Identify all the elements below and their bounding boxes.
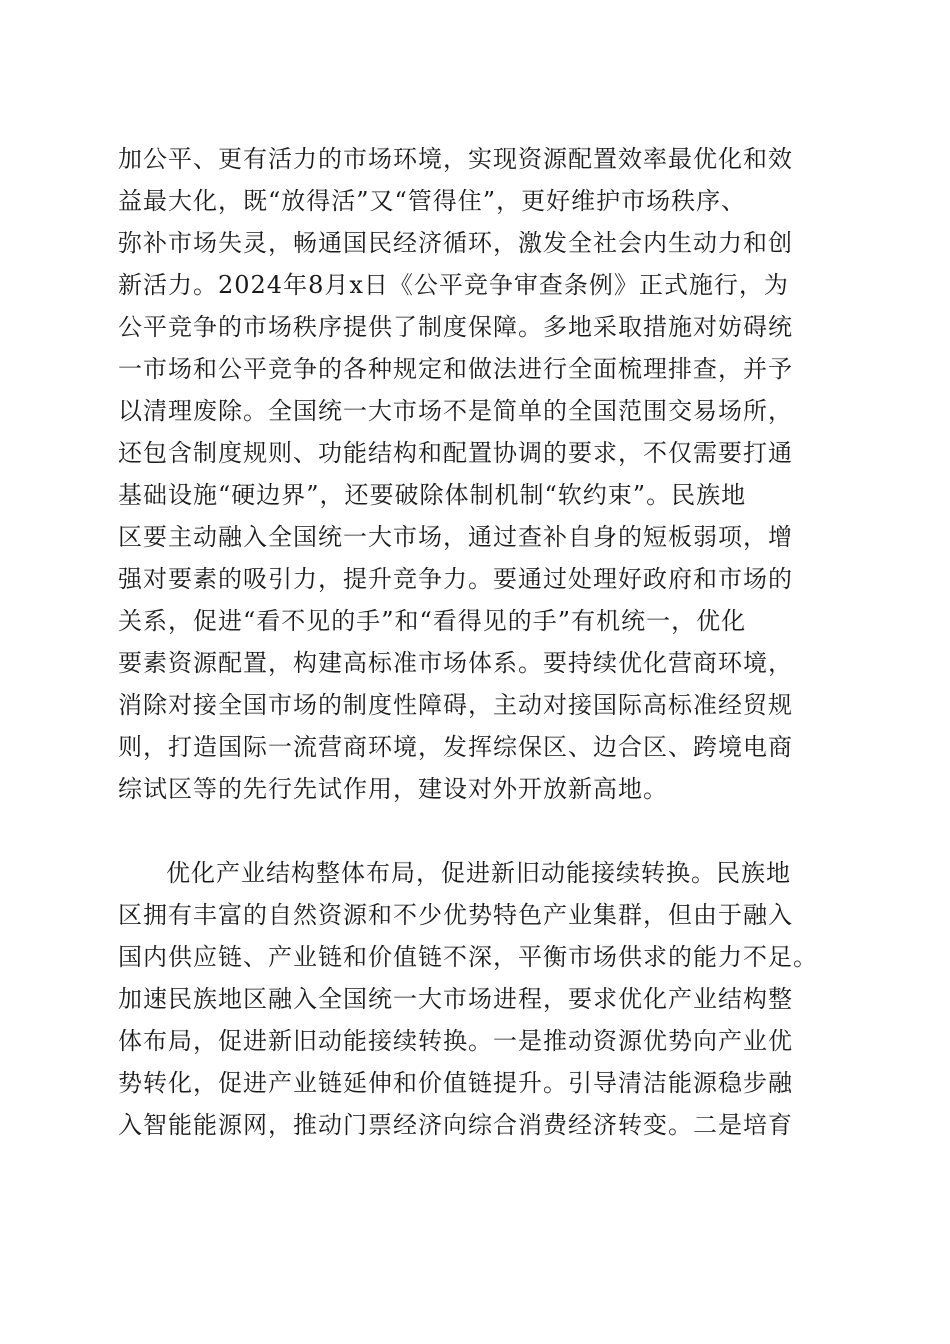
paragraph-1-line: 要素资源配置，构建高标准市场体系。要持续优化营商环境， <box>118 649 793 677</box>
paragraph-1-line: 弥补市场失灵，畅通国民经济循环，激发全社会内生动力和创 <box>118 229 793 257</box>
paragraph-2-line: 势转化，促进产业链延伸和价值链提升。引导清洁能源稳步融 <box>118 1069 793 1097</box>
paragraph-1-line: 基础设施“硬边界”，还要破除体制机制“软约束”。民族地 <box>118 481 747 509</box>
paragraph-2-line: 入智能能源网，推动门票经济向综合消费经济转变。二是培育 <box>118 1111 793 1139</box>
paragraph-2-line: 优化产业结构整体布局，促进新旧动能接续转换。民族地 <box>166 859 791 887</box>
paragraph-1-line: 还包含制度规则、功能结构和配置协调的要求，不仅需要打通 <box>118 439 793 467</box>
paragraph-2-line: 加速民族地区融入全国统一大市场进程，要求优化产业结构整 <box>118 985 793 1013</box>
paragraph-1-line: 综试区等的先行先试作用，建设对外开放新高地。 <box>118 775 668 803</box>
paragraph-1-line: 新活力。2024年8月x日《公平竞争审查条例》正式施行，为 <box>118 271 789 299</box>
paragraph-2-line: 体布局，促进新旧动能接续转换。一是推动资源优势向产业优 <box>118 1027 793 1055</box>
paragraph-1-line: 以清理废除。全国统一大市场不是简单的全国范围交易场所， <box>118 397 793 425</box>
paragraph-1-line: 益最大化，既“放得活”又“管得住”，更好维护市场秩序、 <box>118 187 747 215</box>
paragraph-2-line: 区拥有丰富的自然资源和不少优势特色产业集群，但由于融入 <box>118 901 793 929</box>
paragraph-2-line: 国内供应链、产业链和价值链不深，平衡市场供求的能力不足。 <box>118 943 818 971</box>
paragraph-1-line: 消除对接全国市场的制度性障碍，主动对接国际高标准经贸规 <box>118 691 793 719</box>
paragraph-1-line: 区要主动融入全国统一大市场，通过查补自身的短板弱项，增 <box>118 523 793 551</box>
paragraph-1-line: 加公平、更有活力的市场环境，实现资源配置效率最优化和效 <box>118 145 793 173</box>
paragraph-1-line: 公平竞争的市场秩序提供了制度保障。多地采取措施对妨碍统 <box>118 313 793 341</box>
paragraph-1-line: 则，打造国际一流营商环境，发挥综保区、边合区、跨境电商 <box>118 733 793 761</box>
paragraph-1-line: 关系，促进“看不见的手”和“看得见的手”有机统一，优化 <box>118 607 747 635</box>
paragraph-1-line: 强对要素的吸引力，提升竞争力。要通过处理好政府和市场的 <box>118 565 793 593</box>
paragraph-1-line: 一市场和公平竞争的各种规定和做法进行全面梳理排查，并予 <box>118 355 793 383</box>
